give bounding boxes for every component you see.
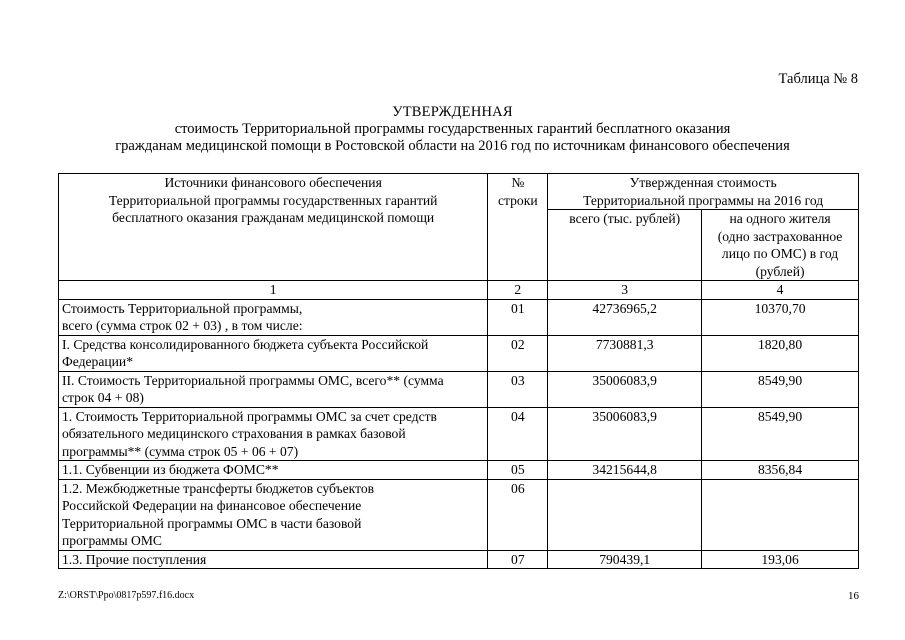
header-cost-line: Территориальной программы на 2016 год bbox=[583, 192, 824, 208]
table-row bbox=[59, 335, 859, 371]
table-row bbox=[59, 407, 859, 461]
header-per-capita-line: лицо по ОМС) в год bbox=[721, 246, 839, 261]
header-row-number-line: строки bbox=[498, 192, 538, 208]
row-name-line: Территориальной программы ОМС в части базовой bbox=[62, 515, 362, 531]
row-total: 35006083,9 bbox=[548, 371, 702, 407]
column-number: 2 bbox=[488, 281, 548, 300]
header-per-capita bbox=[702, 210, 859, 281]
row-name-line: Стоимость Территориальной программы, bbox=[62, 300, 303, 316]
row-name-line: всего (сумма строк 02 + 03) , в том числе: bbox=[62, 318, 303, 333]
row-per-capita: 8356,84 bbox=[702, 461, 859, 480]
row-name-line: строк 04 + 08) bbox=[62, 390, 144, 405]
row-name-line: 1.1. Субвенции из бюджета ФОМС** bbox=[62, 462, 279, 477]
table-number-label: Таблица № 8 bbox=[778, 71, 858, 87]
row-name-line: Российской Федерации на финансовое обеспечение bbox=[62, 498, 362, 513]
column-number-row bbox=[59, 281, 859, 300]
footer-page-number: 16 bbox=[848, 590, 859, 602]
header-source-line: Источники финансового обеспечения bbox=[164, 175, 382, 190]
row-name bbox=[59, 299, 488, 335]
header-source bbox=[59, 174, 488, 281]
row-name-line: программы ОМС bbox=[62, 533, 162, 548]
header-per-capita-line: на одного жителя bbox=[729, 211, 831, 226]
financing-sources-table bbox=[58, 173, 859, 569]
footer-file-path: Z:\ORST\Ppo\0817p597.f16.docx bbox=[58, 590, 195, 601]
row-name-line: II. Стоимость Территориальной программы ОМС, всего** (сумма bbox=[62, 372, 444, 388]
table-row bbox=[59, 299, 859, 335]
header-source-line: бесплатного оказания гражданам медицинской помощи bbox=[112, 210, 435, 225]
row-number: 04 bbox=[488, 407, 548, 461]
row-name-line: Федерации* bbox=[62, 354, 133, 369]
row-total bbox=[548, 479, 702, 550]
row-per-capita: 1820,80 bbox=[702, 335, 859, 371]
row-name bbox=[59, 550, 488, 569]
row-number: 06 bbox=[488, 479, 548, 550]
header-cost-line: Утвержденная стоимость bbox=[629, 175, 777, 190]
row-total: 34215644,8 bbox=[548, 461, 702, 480]
column-number: 1 bbox=[59, 281, 488, 300]
row-name bbox=[59, 479, 488, 550]
row-per-capita: 193,06 bbox=[702, 550, 859, 569]
header-row-number-line: № bbox=[511, 175, 525, 190]
table-row bbox=[59, 371, 859, 407]
row-total: 42736965,2 bbox=[548, 299, 702, 335]
heading-title: УТВЕРЖДЕННАЯ bbox=[392, 104, 513, 120]
row-per-capita: 10370,70 bbox=[702, 299, 859, 335]
header-per-capita-line: (рублей) bbox=[755, 263, 805, 279]
row-number: 07 bbox=[488, 550, 548, 569]
row-name-line: 1. Стоимость Территориальной программы ОМС за счет средств bbox=[62, 408, 437, 424]
row-name-line: I. Средства консолидированного бюджета субъекта Российской bbox=[62, 336, 429, 352]
row-name-line: 1.2. Межбюджетные трансферты бюджетов субъектов bbox=[62, 480, 375, 496]
row-total: 790439,1 bbox=[548, 550, 702, 569]
table-row bbox=[59, 550, 859, 569]
column-number: 3 bbox=[548, 281, 702, 300]
heading-subtitle-line-1: стоимость Территориальной программы государственных гарантий бесплатного оказания bbox=[174, 121, 731, 137]
row-per-capita bbox=[702, 479, 859, 550]
row-name bbox=[59, 461, 488, 480]
row-name bbox=[59, 407, 488, 461]
row-name bbox=[59, 335, 488, 371]
row-number: 02 bbox=[488, 335, 548, 371]
column-number: 4 bbox=[702, 281, 859, 300]
table-row bbox=[59, 479, 859, 550]
row-per-capita: 8549,90 bbox=[702, 407, 859, 461]
table-header-row bbox=[59, 174, 859, 210]
table-row bbox=[59, 461, 859, 480]
row-total: 35006083,9 bbox=[548, 407, 702, 461]
heading-subtitle-line-2: гражданам медицинской помощи в Ростовской области на 2016 год по источникам финансового обеспечения bbox=[115, 138, 790, 154]
row-number: 03 bbox=[488, 371, 548, 407]
header-per-capita-line: (одно застрахованное bbox=[717, 228, 843, 244]
row-number: 01 bbox=[488, 299, 548, 335]
row-name-line: обязательного медицинского страхования в рамках базовой bbox=[62, 426, 406, 441]
header-source-line: Территориальной программы государственных гарантий bbox=[108, 192, 438, 208]
document-heading bbox=[0, 104, 905, 155]
header-approved-cost bbox=[548, 174, 859, 210]
row-name-line: программы** (сумма строк 05 + 06 + 07) bbox=[62, 443, 299, 459]
header-row-number bbox=[488, 174, 548, 281]
row-name bbox=[59, 371, 488, 407]
header-total-text: всего (тыс. рублей) bbox=[569, 211, 681, 226]
header-total bbox=[548, 210, 702, 281]
row-name-line: 1.3. Прочие поступления bbox=[62, 551, 207, 567]
row-total: 7730881,3 bbox=[548, 335, 702, 371]
row-number: 05 bbox=[488, 461, 548, 480]
row-per-capita: 8549,90 bbox=[702, 371, 859, 407]
